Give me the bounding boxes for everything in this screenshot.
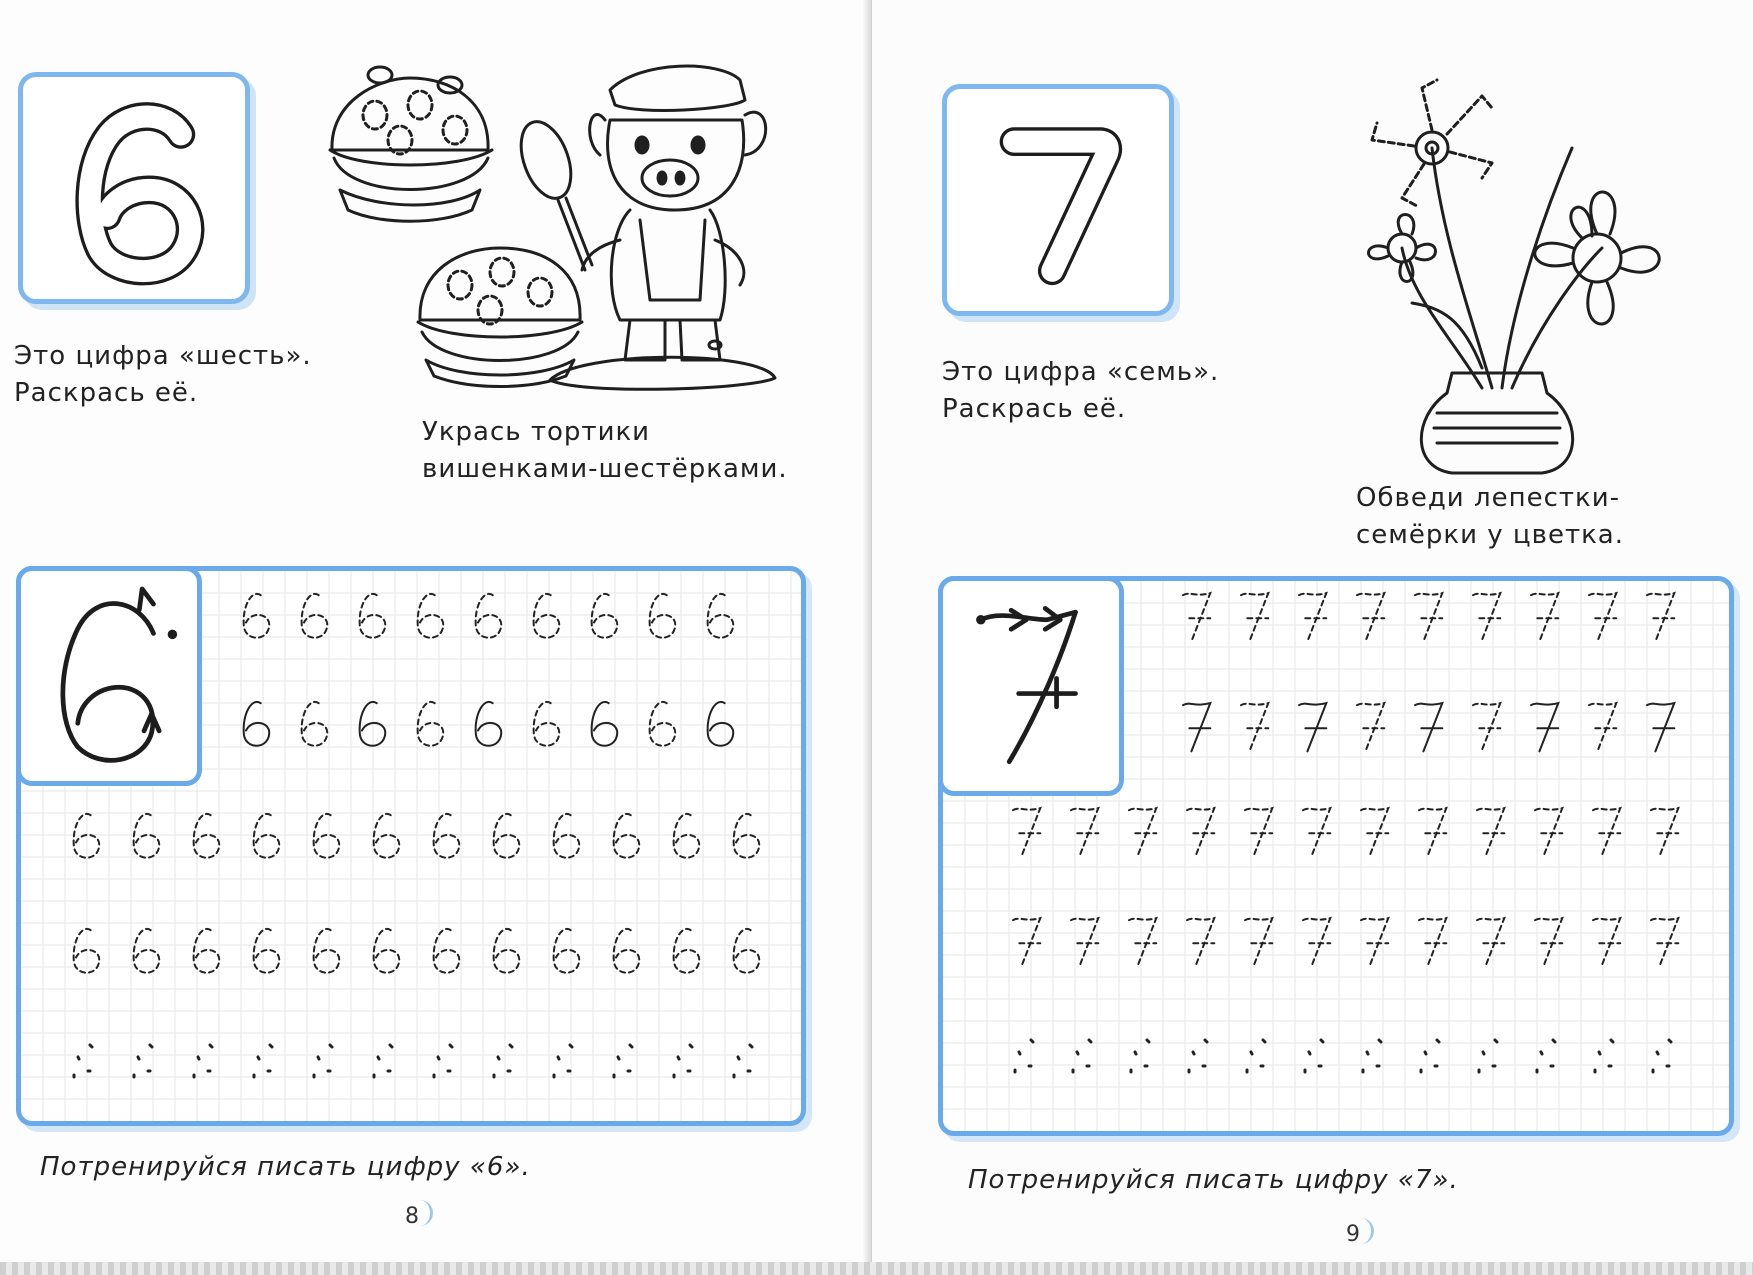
- trace-digit-six[interactable]: [476, 594, 502, 638]
- trace-digit-seven[interactable]: [1013, 808, 1040, 856]
- trace-digit-seven[interactable]: [1415, 703, 1442, 751]
- intro-line-2: Раскрась её.: [14, 378, 199, 408]
- trace-dot-hint[interactable]: [1189, 1040, 1207, 1072]
- trace-digit-seven[interactable]: [1535, 808, 1562, 856]
- trace-digit-six[interactable]: [708, 594, 734, 638]
- trace-dot-hint[interactable]: [134, 1045, 152, 1077]
- practice-caption-seven: Потренируйся писать цифру «7».: [968, 1165, 1459, 1195]
- trace-digit-six[interactable]: [614, 929, 640, 973]
- trace-digit-six[interactable]: [74, 814, 100, 858]
- trace-digit-seven[interactable]: [1245, 918, 1272, 966]
- trace-digit-six[interactable]: [254, 814, 280, 858]
- trace-dot-hint[interactable]: [494, 1045, 512, 1077]
- sample-digit-six-box: [16, 566, 202, 786]
- trace-digit-six[interactable]: [534, 594, 560, 638]
- page-right: [872, 0, 1753, 1275]
- trace-dot-hint[interactable]: [614, 1045, 632, 1077]
- digit-six-outline-icon: [23, 77, 245, 299]
- trace-dot-hint[interactable]: [1131, 1040, 1149, 1072]
- page-number-9: 9: [1346, 1222, 1360, 1247]
- trace-digit-seven[interactable]: [1531, 593, 1558, 641]
- task-text-flower: [1356, 480, 1624, 554]
- trace-digit-six[interactable]: [674, 929, 700, 973]
- trace-digit-seven[interactable]: [1187, 918, 1214, 966]
- trace-digit-seven[interactable]: [1419, 808, 1446, 856]
- trace-digit-seven[interactable]: [1473, 703, 1500, 751]
- trace-digit-seven[interactable]: [1531, 703, 1558, 751]
- page-number-arc-left: [412, 1200, 433, 1226]
- trace-digit-six[interactable]: [534, 702, 560, 746]
- trace-dot-hint[interactable]: [374, 1045, 392, 1077]
- trace-digit-seven[interactable]: [1241, 703, 1268, 751]
- trace-digit-seven[interactable]: [1477, 918, 1504, 966]
- trace-digit-six[interactable]: [592, 594, 618, 638]
- trace-digit-six[interactable]: [314, 814, 340, 858]
- trace-digit-six[interactable]: [476, 702, 502, 746]
- task-line-2: семёрки у цветка.: [1356, 520, 1624, 550]
- trace-dot-hint[interactable]: [734, 1045, 752, 1077]
- intro-line-2: Раскрась её.: [942, 394, 1127, 424]
- trace-digit-six[interactable]: [614, 814, 640, 858]
- intro-line-1: Это цифра «семь».: [942, 357, 1220, 387]
- trace-dot-hint[interactable]: [1073, 1040, 1091, 1072]
- trace-digit-six[interactable]: [244, 702, 270, 746]
- trace-digit-six[interactable]: [434, 814, 460, 858]
- trace-digit-seven[interactable]: [1241, 593, 1268, 641]
- trace-digit-seven[interactable]: [1473, 593, 1500, 641]
- big-digit-six-box: [18, 72, 250, 304]
- trace-digit-six[interactable]: [592, 702, 618, 746]
- trace-dot-hint[interactable]: [1363, 1040, 1381, 1072]
- trace-digit-six[interactable]: [134, 814, 160, 858]
- pig-chef-with-spoon-and-cakes-icon: [320, 60, 840, 410]
- trace-digit-seven[interactable]: [1361, 808, 1388, 856]
- trace-digit-six[interactable]: [74, 929, 100, 973]
- trace-digit-seven[interactable]: [1419, 918, 1446, 966]
- trace-digit-six[interactable]: [674, 814, 700, 858]
- trace-digit-six[interactable]: [650, 594, 676, 638]
- trace-digit-seven[interactable]: [1299, 703, 1326, 751]
- pig-chef-illustration: [320, 60, 840, 410]
- trace-digit-seven[interactable]: [1651, 918, 1678, 966]
- trace-digit-six[interactable]: [302, 702, 328, 746]
- trace-digit-six[interactable]: [244, 594, 270, 638]
- flower-vase-illustration: [1342, 68, 1672, 478]
- trace-digit-seven[interactable]: [1183, 703, 1210, 751]
- task-line-1: Обведи лепестки-: [1356, 483, 1620, 513]
- trace-dot-hint[interactable]: [1247, 1040, 1265, 1072]
- trace-digit-seven[interactable]: [1593, 918, 1620, 966]
- trace-digit-six[interactable]: [360, 594, 386, 638]
- trace-dot-hint[interactable]: [434, 1045, 452, 1077]
- trace-digit-seven[interactable]: [1647, 703, 1674, 751]
- trace-digit-six[interactable]: [734, 814, 760, 858]
- sample-digit-seven-box: [938, 576, 1124, 796]
- book-bottom-edge: [0, 1262, 1753, 1275]
- trace-digit-six[interactable]: [708, 702, 734, 746]
- trace-dot-hint[interactable]: [554, 1045, 572, 1077]
- trace-dot-hint[interactable]: [1421, 1040, 1439, 1072]
- trace-digit-seven[interactable]: [1183, 593, 1210, 641]
- trace-dot-hint[interactable]: [1595, 1040, 1613, 1072]
- trace-digit-seven[interactable]: [1415, 593, 1442, 641]
- trace-digit-seven[interactable]: [1593, 808, 1620, 856]
- trace-digit-seven[interactable]: [1477, 808, 1504, 856]
- trace-digit-six[interactable]: [494, 929, 520, 973]
- trace-digit-seven[interactable]: [1245, 808, 1272, 856]
- task-line-1: Укрась тортики: [422, 417, 651, 447]
- task-text-cakes: [422, 414, 788, 488]
- trace-dot-hint[interactable]: [674, 1045, 692, 1077]
- trace-digit-six[interactable]: [302, 594, 328, 638]
- intro-text-seven: [942, 354, 1219, 428]
- intro-line-1: Это цифра «шесть».: [14, 341, 312, 371]
- trace-digit-seven[interactable]: [1129, 918, 1156, 966]
- page-number-8: 8: [405, 1204, 419, 1229]
- trace-digit-seven[interactable]: [1187, 808, 1214, 856]
- trace-digit-six[interactable]: [494, 814, 520, 858]
- trace-digit-six[interactable]: [734, 929, 760, 973]
- trace-digit-six[interactable]: [360, 702, 386, 746]
- trace-dot-hint[interactable]: [1479, 1040, 1497, 1072]
- page-left: [0, 0, 872, 1275]
- trace-digit-six[interactable]: [254, 929, 280, 973]
- trace-digit-six[interactable]: [314, 929, 340, 973]
- trace-dot-hint[interactable]: [1305, 1040, 1323, 1072]
- task-line-2: вишенками-шестёрками.: [422, 454, 788, 484]
- digit-seven-outline-icon: [947, 89, 1169, 311]
- digit-seven-stroke-order-icon: [943, 581, 1119, 791]
- trace-digit-six[interactable]: [650, 702, 676, 746]
- trace-digit-six[interactable]: [554, 929, 580, 973]
- big-digit-seven-box: [942, 84, 1174, 316]
- digit-six-stroke-order-icon: [21, 571, 197, 781]
- trace-digit-six[interactable]: [134, 929, 160, 973]
- practice-caption-six: Потренируйся писать цифру «6».: [40, 1152, 531, 1182]
- trace-dot-hint[interactable]: [1015, 1040, 1033, 1072]
- trace-dot-hint[interactable]: [1537, 1040, 1555, 1072]
- trace-digit-six[interactable]: [554, 814, 580, 858]
- trace-digit-seven[interactable]: [1129, 808, 1156, 856]
- trace-digit-seven[interactable]: [1299, 593, 1326, 641]
- trace-digit-seven[interactable]: [1651, 808, 1678, 856]
- flower-vase-icon: [1342, 68, 1672, 478]
- intro-text-six: [14, 338, 312, 412]
- trace-dot-hint[interactable]: [1653, 1040, 1671, 1072]
- trace-dot-hint[interactable]: [74, 1045, 92, 1077]
- trace-digit-seven[interactable]: [1535, 918, 1562, 966]
- trace-digit-seven[interactable]: [1361, 918, 1388, 966]
- trace-digit-seven[interactable]: [1013, 918, 1040, 966]
- page-number-arc-right: [1353, 1218, 1374, 1244]
- trace-digit-six[interactable]: [434, 929, 460, 973]
- trace-digit-seven[interactable]: [1647, 593, 1674, 641]
